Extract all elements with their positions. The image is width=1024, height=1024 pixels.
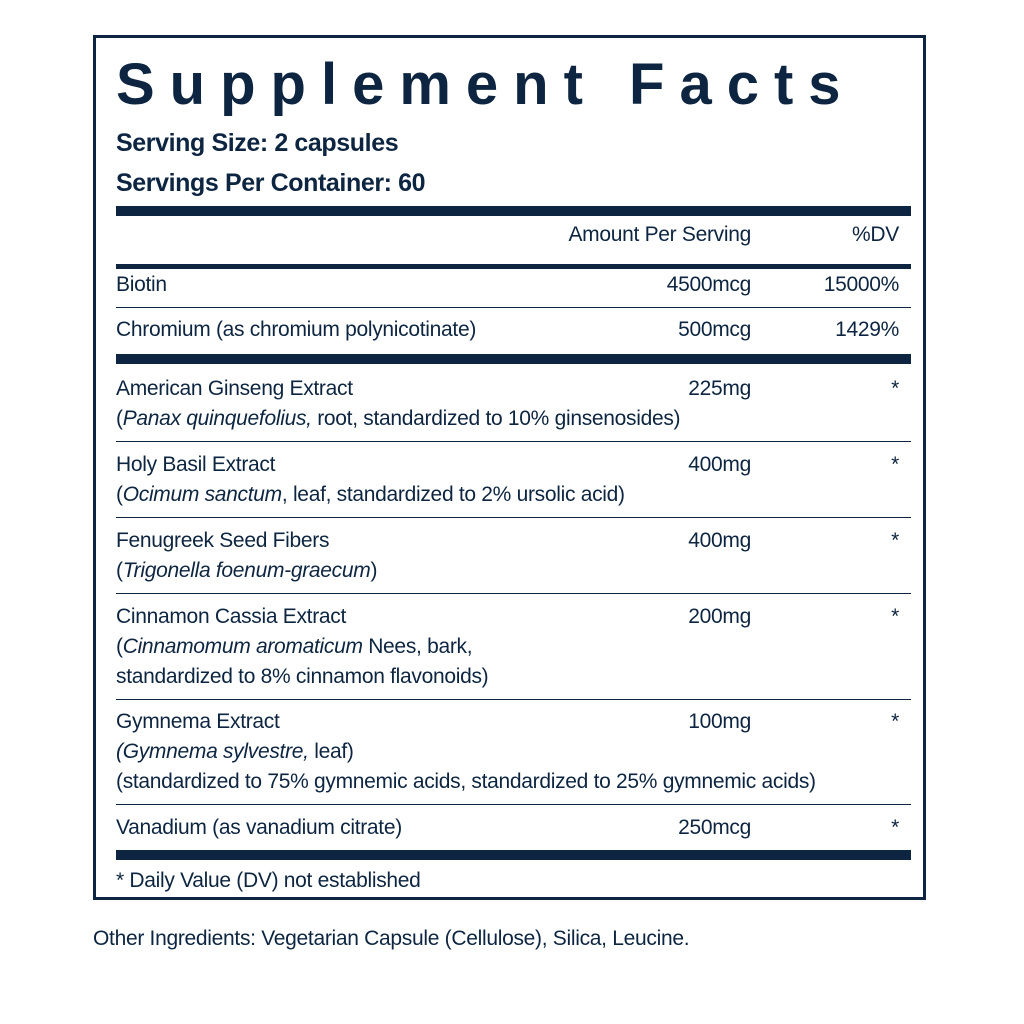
detail-text: Nees, bark,: [362, 635, 473, 658]
ingredient-dv: *: [891, 710, 899, 733]
row-divider: [116, 441, 911, 442]
row-divider: [116, 307, 911, 308]
ingredient-amount: 400mg: [688, 529, 751, 552]
ingredient-detail: [116, 737, 354, 767]
ingredient-name: American Ginseng Extract: [116, 377, 353, 400]
footnote: * Daily Value (DV) not established: [116, 869, 421, 892]
detail-text: leaf): [308, 740, 354, 763]
latin-name: Cinnamomum aromaticum: [122, 635, 363, 658]
ingredient-dv: *: [891, 377, 899, 400]
ingredient-detail-line2: standardized to 8% cinnamon flavonoids): [116, 665, 489, 688]
nutrient-name: Biotin: [116, 273, 167, 296]
thick-divider: [116, 354, 911, 364]
thick-divider: [116, 850, 911, 860]
thick-divider: [116, 206, 911, 216]
amount-per-serving-header: Amount Per Serving: [568, 223, 751, 246]
nutrient-amount: 500mcg: [678, 318, 751, 341]
panel-title: Supplement Facts: [116, 52, 856, 117]
detail-text: ): [370, 559, 378, 582]
supplement-facts-panel: [93, 35, 926, 900]
row-divider: [116, 699, 911, 700]
ingredient-name: Gymnema Extract: [116, 710, 280, 733]
ingredient-dv: *: [891, 816, 899, 839]
latin-name: Panax quinquefolius,: [122, 407, 312, 430]
ingredient-detail: [116, 632, 472, 662]
ingredient-amount: 225mg: [688, 377, 751, 400]
ingredient-detail: [116, 480, 625, 510]
ingredient-detail-line2: (standardized to 75% gymnemic acids, standardized to 25% gymnemic acids): [116, 770, 816, 793]
latin-name: Ocimum sanctum: [122, 483, 282, 506]
nutrient-amount: 4500mcg: [666, 273, 751, 296]
other-ingredients: Other Ingredients: Vegetarian Capsule (Cellulose), Silica, Leucine.: [93, 927, 690, 950]
row-divider: [116, 593, 911, 594]
dv-header: %DV: [852, 223, 899, 246]
paren: (: [116, 559, 123, 582]
paren: (: [116, 407, 123, 430]
detail-text: , leaf, standardized to 2% ursolic acid): [281, 483, 625, 506]
ingredient-detail: [116, 404, 680, 434]
nutrient-name: Chromium (as chromium polynicotinate): [116, 318, 477, 341]
ingredient-name: Holy Basil Extract: [116, 453, 276, 476]
ingredient-dv: *: [891, 529, 899, 552]
ingredient-detail: [116, 556, 377, 586]
servings-per-container: Servings Per Container: 60: [116, 169, 426, 197]
latin-name: Trigonella foenum-graecum: [122, 559, 371, 582]
ingredient-amount: 250mcg: [678, 816, 751, 839]
ingredient-name: Fenugreek Seed Fibers: [116, 529, 330, 552]
medium-divider: [116, 264, 911, 269]
row-divider: [116, 517, 911, 518]
ingredient-amount: 100mg: [688, 710, 751, 733]
serving-size: Serving Size: 2 capsules: [116, 129, 399, 157]
detail-text: root, standardized to 10% ginsenosides): [311, 407, 681, 430]
nutrient-dv: 1429%: [835, 318, 899, 341]
ingredient-dv: *: [891, 605, 899, 628]
paren: (: [116, 483, 123, 506]
row-divider: [116, 804, 911, 805]
ingredient-amount: 400mg: [688, 453, 751, 476]
paren: (: [116, 635, 123, 658]
ingredient-name: Vanadium (as vanadium citrate): [116, 816, 402, 839]
ingredient-amount: 200mg: [688, 605, 751, 628]
latin-name: (Gymnema sylvestre,: [116, 740, 309, 763]
ingredient-name: Cinnamon Cassia Extract: [116, 605, 347, 628]
nutrient-dv: 15000%: [823, 273, 899, 296]
ingredient-dv: *: [891, 453, 899, 476]
